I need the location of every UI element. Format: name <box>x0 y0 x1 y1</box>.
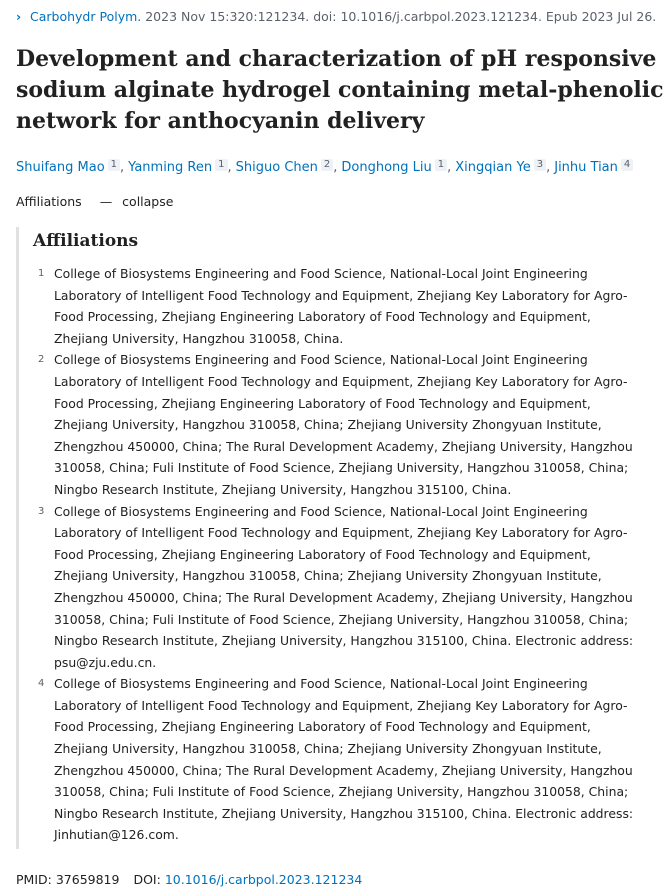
affiliation-text-line: Jinhutian@126.com. <box>54 827 179 843</box>
affiliation-number: 3 <box>38 505 45 517</box>
author-separator: , <box>120 160 125 175</box>
affiliations-panel <box>16 227 663 849</box>
affiliation-item <box>19 263 663 349</box>
author-link[interactable]: Shuifang Mao <box>16 160 105 175</box>
affiliation-text-line: Ningbo Research Institute, Zhejiang University, Hangzhou 315100, China. <box>54 481 512 497</box>
affiliation-number: 1 <box>38 268 45 279</box>
citation-details: 2023 Nov 15:320:121234. doi: 10.1016/j.carbpol.2023.121234. Epub 2023 Jul 26. <box>141 9 657 24</box>
affiliation-item <box>19 673 663 846</box>
doi-label: DOI: <box>133 872 161 887</box>
affiliation-text-line: College of Biosystems Engineering and Food Science, National-Local Joint Engineering <box>54 503 588 519</box>
article-title: Development and characterization of pH responsive sodium alginate hydrogel containing metal-phenolic network for anthocyanin delivery <box>16 46 664 134</box>
collapse-dash: — <box>99 194 113 209</box>
affiliation-text-line: Food Processing, Zhejiang Engineering Laboratory of Food Technology and Equipment, <box>54 546 591 562</box>
affiliation-text-line: Zhejiang University, Hangzhou 310058, China; Zhejiang University Zhongyuan Institute, <box>54 741 602 757</box>
affiliation-text-line: Ningbo Research Institute, Zhejiang University, Hangzhou 315100, China. Electronic address: <box>54 633 634 649</box>
affiliation-text-line: Laboratory of Intelligent Food Technology and Equipment, Zhejiang Key Laboratory for Agro- <box>54 525 628 541</box>
author-link[interactable]: Xingqian Ye <box>455 160 531 175</box>
affiliations-label: Affiliations <box>16 194 82 209</box>
affiliation-text-line: Zhengzhou 450000, China; The Rural Development Academy, Zhejiang University, Hangzhou <box>54 762 633 778</box>
pmid-value: 37659819 <box>55 872 120 887</box>
affiliation-text-line: Food Processing, Zhejiang Engineering Laboratory of Food Technology and Equipment, <box>54 309 591 325</box>
affiliation-text-line: 310058, China; Fuli Institute of Food Science, Zhejiang University, Hangzhou 310058, China; <box>54 784 629 800</box>
affiliation-text-line: Ningbo Research Institute, Zhejiang University, Hangzhou 315100, China. Electronic address: <box>54 805 634 821</box>
collapse-link[interactable]: collapse <box>122 194 174 209</box>
affiliation-text-line: psu@zju.edu.cn. <box>54 654 157 670</box>
author-separator: , <box>447 160 452 175</box>
affiliation-number-badge[interactable]: 3 <box>534 159 546 171</box>
affiliation-text-line: Zhengzhou 450000, China; The Rural Development Academy, Zhejiang University, Hangzhou <box>54 589 633 605</box>
citation-line <box>16 9 656 25</box>
affiliation-text-line: Food Processing, Zhejiang Engineering Laboratory of Food Technology and Equipment, <box>54 395 591 411</box>
pmid-label: PMID: <box>16 872 52 887</box>
chevron-right-icon[interactable]: › <box>16 9 22 24</box>
affiliation-text-line: Food Processing, Zhejiang Engineering Laboratory of Food Technology and Equipment, <box>54 719 591 735</box>
affiliation-number-badge[interactable]: 2 <box>321 159 333 171</box>
affiliation-text-line: 310058, China; Fuli Institute of Food Science, Zhejiang University, Hangzhou 310058, China; <box>54 460 629 476</box>
affiliations-toggle <box>16 193 173 211</box>
affiliation-text-line: Zhejiang University, Hangzhou 310058, China. <box>54 330 344 346</box>
affiliation-number-badge[interactable]: 1 <box>435 159 447 171</box>
affiliation-text-line: Laboratory of Intelligent Food Technology and Equipment, Zhejiang Key Laboratory for Agro- <box>54 287 628 303</box>
identifiers-line <box>16 871 362 889</box>
affiliation-number-badge[interactable]: 1 <box>108 159 120 171</box>
affiliation-text-line: Laboratory of Intelligent Food Technology and Equipment, Zhejiang Key Laboratory for Agro- <box>54 697 628 713</box>
affiliation-text-line: Zhejiang University, Hangzhou 310058, China; Zhejiang University Zhongyuan Institute, <box>54 417 602 433</box>
affiliation-text-line: Zhengzhou 450000, China; The Rural Development Academy, Zhejiang University, Hangzhou <box>54 438 633 454</box>
affiliation-text-line: College of Biosystems Engineering and Food Science, National-Local Joint Engineering <box>54 266 588 281</box>
author-separator: , <box>546 160 551 175</box>
author-link[interactable]: Donghong Liu <box>341 160 432 175</box>
affiliation-text-line: College of Biosystems Engineering and Food Science, National-Local Joint Engineering <box>54 352 588 368</box>
affiliation-number-badge[interactable]: 1 <box>215 159 227 171</box>
affiliation-item <box>19 349 663 500</box>
author-link[interactable]: Jinhu Tian <box>554 160 618 175</box>
affiliations-heading: Affiliations <box>33 231 139 251</box>
affiliation-text-line: Zhejiang University, Hangzhou 310058, China; Zhejiang University Zhongyuan Institute, <box>54 568 602 584</box>
author-list <box>16 159 633 177</box>
author-separator: , <box>333 160 338 175</box>
author-separator: , <box>227 160 232 175</box>
affiliation-number: 2 <box>38 354 45 366</box>
affiliation-text-line: Laboratory of Intelligent Food Technology and Equipment, Zhejiang Key Laboratory for Agro- <box>54 373 628 389</box>
journal-link[interactable]: Carbohydr Polym. <box>30 9 142 24</box>
affiliation-text-line: 310058, China; Fuli Institute of Food Science, Zhejiang University, Hangzhou 310058, China; <box>54 611 629 627</box>
author-link[interactable]: Shiguo Chen <box>235 160 318 175</box>
affiliations-list <box>19 263 663 846</box>
doi-link[interactable]: 10.1016/j.carbpol.2023.121234 <box>164 872 363 887</box>
affiliation-item <box>19 501 663 674</box>
affiliation-text-line: College of Biosystems Engineering and Food Science, National-Local Joint Engineering <box>54 676 588 692</box>
author-link[interactable]: Yanming Ren <box>128 160 213 175</box>
affiliation-number-badge[interactable]: 4 <box>621 159 633 171</box>
affiliation-number: 4 <box>38 678 45 690</box>
